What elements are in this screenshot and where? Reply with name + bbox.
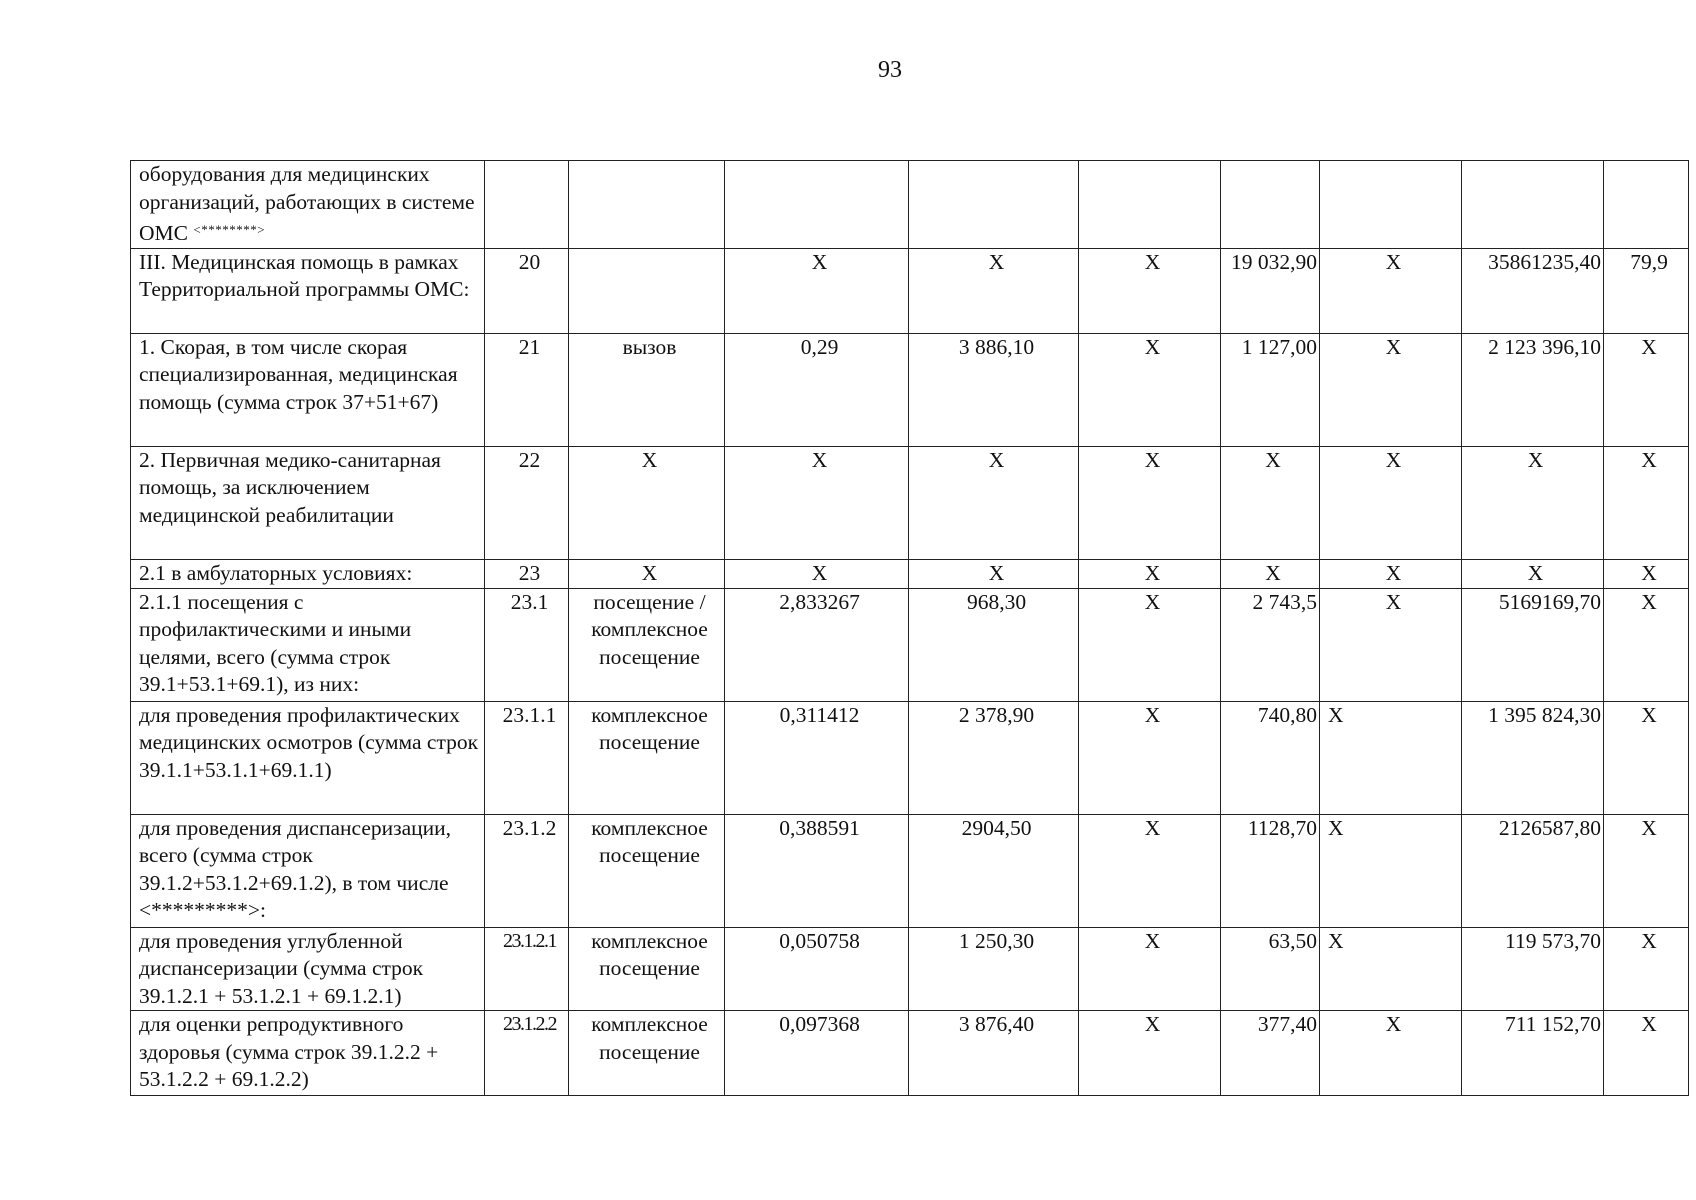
cell-c10: X bbox=[1604, 927, 1689, 1011]
cell-c6 bbox=[1079, 161, 1221, 249]
cell-c5: 1 250,30 bbox=[909, 927, 1079, 1011]
row-code: 23.1.2 bbox=[485, 814, 569, 927]
cell-c10: X bbox=[1604, 559, 1689, 588]
table-row bbox=[131, 588, 1689, 701]
cell-c8 bbox=[1320, 161, 1462, 249]
cell-c6: X bbox=[1079, 701, 1221, 814]
cell-c7: 740,80 bbox=[1221, 701, 1320, 814]
row-code bbox=[485, 161, 569, 249]
cell-c10: X bbox=[1604, 588, 1689, 701]
row-name: для оценки репродуктивного здоровья (сумма строк 39.1.2.2 + 53.1.2.2 + 69.1.2.2) bbox=[131, 1011, 485, 1096]
row-unit bbox=[569, 161, 725, 249]
cell-c9: 2 123 396,10 bbox=[1462, 333, 1604, 446]
page-number: 93 bbox=[878, 57, 902, 83]
row-code: 23.1 bbox=[485, 588, 569, 701]
row-name: для проведения профилактических медицинских осмотров (сумма строк 39.1.1+53.1.1+69.1.1) bbox=[131, 701, 485, 814]
cell-c10: 79,9 bbox=[1604, 248, 1689, 333]
cell-c10: X bbox=[1604, 814, 1689, 927]
cell-c7: 19 032,90 bbox=[1221, 248, 1320, 333]
cell-c10: X bbox=[1604, 333, 1689, 446]
cell-c4: X bbox=[725, 559, 909, 588]
cell-c6: X bbox=[1079, 446, 1221, 559]
cell-c6: X bbox=[1079, 814, 1221, 927]
cell-c9: 119 573,70 bbox=[1462, 927, 1604, 1011]
cell-c8: X bbox=[1320, 701, 1462, 814]
cell-c6: X bbox=[1079, 333, 1221, 446]
cell-c10: X bbox=[1604, 1011, 1689, 1096]
row-name: III. Медицинская помощь в рамках Территориальной программы ОМС: bbox=[131, 248, 485, 333]
row-unit: комплексное посещение bbox=[569, 814, 725, 927]
cell-c9: 2126587,80 bbox=[1462, 814, 1604, 927]
cell-c5: X bbox=[909, 248, 1079, 333]
row-code: 21 bbox=[485, 333, 569, 446]
cell-c7: X bbox=[1221, 559, 1320, 588]
cell-c4: 0,050758 bbox=[725, 927, 909, 1011]
cell-c6: X bbox=[1079, 559, 1221, 588]
row-name-cell bbox=[131, 161, 485, 249]
cell-c5: 3 886,10 bbox=[909, 333, 1079, 446]
cell-c7: 1 127,00 bbox=[1221, 333, 1320, 446]
cell-c8: X bbox=[1320, 927, 1462, 1011]
cell-c10: X bbox=[1604, 446, 1689, 559]
data-table bbox=[130, 160, 1689, 1096]
cell-c5: 2904,50 bbox=[909, 814, 1079, 927]
cell-c5: 3 876,40 bbox=[909, 1011, 1079, 1096]
cell-c8: X bbox=[1320, 248, 1462, 333]
cell-c4: 0,388591 bbox=[725, 814, 909, 927]
cell-c7: 2 743,5 bbox=[1221, 588, 1320, 701]
row-name: 2.1 в амбулаторных условиях: bbox=[131, 559, 485, 588]
row-name: 2. Первичная медико-санитарная помощь, за исключением медицинской реабилитации bbox=[131, 446, 485, 559]
row-name: 1. Скорая, в том числе скорая специализированная, медицинская помощь (сумма строк 37+51+67) bbox=[131, 333, 485, 446]
row-unit: X bbox=[569, 559, 725, 588]
row-unit: посещение / комплексное посещение bbox=[569, 588, 725, 701]
row-code: 20 bbox=[485, 248, 569, 333]
footnote-marker: <********> bbox=[193, 222, 266, 237]
cell-c4: 0,29 bbox=[725, 333, 909, 446]
cell-c5: 2 378,90 bbox=[909, 701, 1079, 814]
cell-c8: X bbox=[1320, 333, 1462, 446]
cell-c8: X bbox=[1320, 446, 1462, 559]
cell-c5: X bbox=[909, 446, 1079, 559]
row-name: для проведения диспансеризации, всего (сумма строк 39.1.2+53.1.2+69.1.2), в том числе <*********>: bbox=[131, 814, 485, 927]
cell-c7: 1128,70 bbox=[1221, 814, 1320, 927]
table-row bbox=[131, 1011, 1689, 1096]
cell-c10 bbox=[1604, 161, 1689, 249]
cell-c7: X bbox=[1221, 446, 1320, 559]
cell-c4: 2,833267 bbox=[725, 588, 909, 701]
row-unit: комплексное посещение bbox=[569, 1011, 725, 1096]
cell-c4 bbox=[725, 161, 909, 249]
table-row bbox=[131, 814, 1689, 927]
row-code: 23.1.2.2 bbox=[485, 1011, 569, 1096]
row-code: 22 bbox=[485, 446, 569, 559]
table-row bbox=[131, 701, 1689, 814]
cell-c7: 63,50 bbox=[1221, 927, 1320, 1011]
cell-c4: X bbox=[725, 248, 909, 333]
row-unit: вызов bbox=[569, 333, 725, 446]
row-unit bbox=[569, 248, 725, 333]
row-unit: комплексное посещение bbox=[569, 927, 725, 1011]
cell-c10: X bbox=[1604, 701, 1689, 814]
cell-c8: X bbox=[1320, 588, 1462, 701]
row-name: для проведения углубленной диспансеризации (сумма строк 39.1.2.1 + 53.1.2.1 + 69.1.2.1) bbox=[131, 927, 485, 1011]
table-row bbox=[131, 559, 1689, 588]
table-row bbox=[131, 927, 1689, 1011]
row-unit: комплексное посещение bbox=[569, 701, 725, 814]
row-code: 23 bbox=[485, 559, 569, 588]
cell-c5 bbox=[909, 161, 1079, 249]
table-row bbox=[131, 161, 1689, 249]
cell-c7: 377,40 bbox=[1221, 1011, 1320, 1096]
cell-c9: 35861235,40 bbox=[1462, 248, 1604, 333]
cell-c9: 711 152,70 bbox=[1462, 1011, 1604, 1096]
table-row bbox=[131, 248, 1689, 333]
cell-c6: X bbox=[1079, 927, 1221, 1011]
row-code: 23.1.1 bbox=[485, 701, 569, 814]
row-unit: X bbox=[569, 446, 725, 559]
cell-c5: X bbox=[909, 559, 1079, 588]
cell-c4: 0,311412 bbox=[725, 701, 909, 814]
cell-c5: 968,30 bbox=[909, 588, 1079, 701]
cell-c9 bbox=[1462, 161, 1604, 249]
row-code: 23.1.2.1 bbox=[485, 927, 569, 1011]
cell-c9: 1 395 824,30 bbox=[1462, 701, 1604, 814]
row-name: оборудования для медицинских организаций, работающих в системе ОМС bbox=[139, 162, 475, 245]
cell-c6: X bbox=[1079, 1011, 1221, 1096]
cell-c9: X bbox=[1462, 559, 1604, 588]
cell-c8: X bbox=[1320, 814, 1462, 927]
table-row bbox=[131, 333, 1689, 446]
table-row bbox=[131, 446, 1689, 559]
cell-c6: X bbox=[1079, 588, 1221, 701]
cell-c4: 0,097368 bbox=[725, 1011, 909, 1096]
cell-c8: X bbox=[1320, 559, 1462, 588]
cell-c8: X bbox=[1320, 1011, 1462, 1096]
cell-c7 bbox=[1221, 161, 1320, 249]
row-name: 2.1.1 посещения с профилактическими и иными целями, всего (сумма строк 39.1+53.1+69.1), из них: bbox=[131, 588, 485, 701]
cell-c9: 5169169,70 bbox=[1462, 588, 1604, 701]
cell-c6: X bbox=[1079, 248, 1221, 333]
cell-c9: X bbox=[1462, 446, 1604, 559]
cell-c4: X bbox=[725, 446, 909, 559]
